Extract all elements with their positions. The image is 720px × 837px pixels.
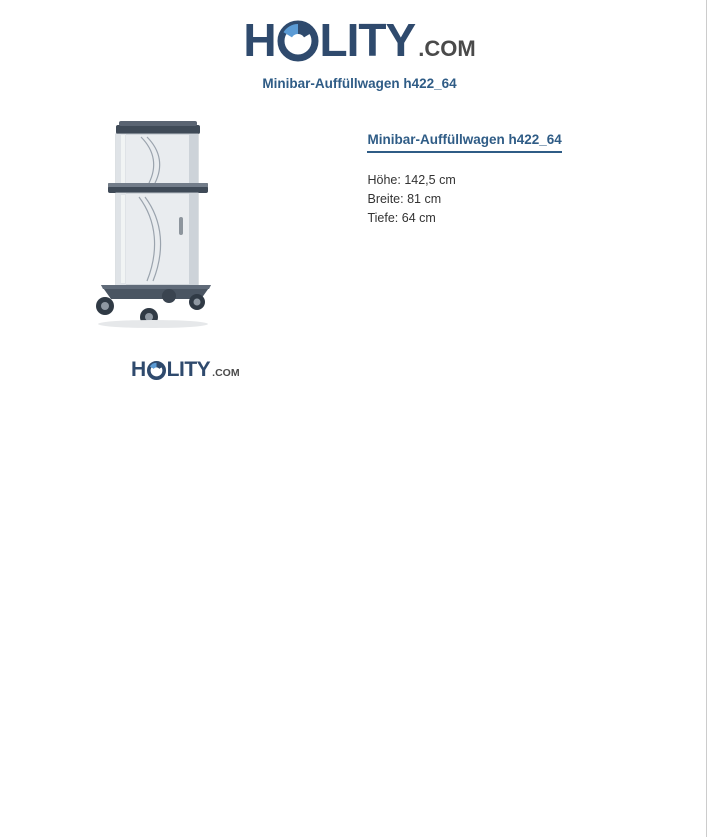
spec-depth: Tiefe: 64 cm — [367, 211, 436, 225]
product-specs — [367, 171, 706, 227]
page-container — [13, 0, 707, 837]
product-image-column — [13, 117, 367, 380]
holity-o-ring-icon — [277, 20, 319, 62]
page-title: Minibar-Auffüllwagen h422_64 — [262, 76, 457, 91]
main-content — [13, 117, 706, 380]
product-image — [13, 117, 367, 347]
watermark-text-dotcom: .COM — [212, 367, 240, 379]
product-heading: Minibar-Auffüllwagen h422_64 — [367, 132, 561, 153]
logo-text-lity: LITY — [319, 14, 416, 66]
product-heading-wrap — [367, 131, 706, 153]
holity-o-ring-icon-small — [147, 361, 166, 380]
logo-text-dotcom: .COM — [418, 36, 476, 61]
watermark-text-h: H — [131, 358, 146, 381]
watermark-text-lity: LITY — [166, 358, 211, 381]
product-details-column — [367, 117, 706, 380]
logo-text-h: H — [243, 14, 276, 66]
spec-width: Breite: 81 cm — [367, 192, 442, 206]
spec-height: Höhe: 142,5 cm — [367, 173, 456, 187]
logo-lockup — [243, 14, 476, 66]
site-logo[interactable] — [13, 0, 706, 66]
product-illustration-minibar-cart — [83, 117, 253, 337]
image-watermark-logo — [131, 359, 367, 380]
